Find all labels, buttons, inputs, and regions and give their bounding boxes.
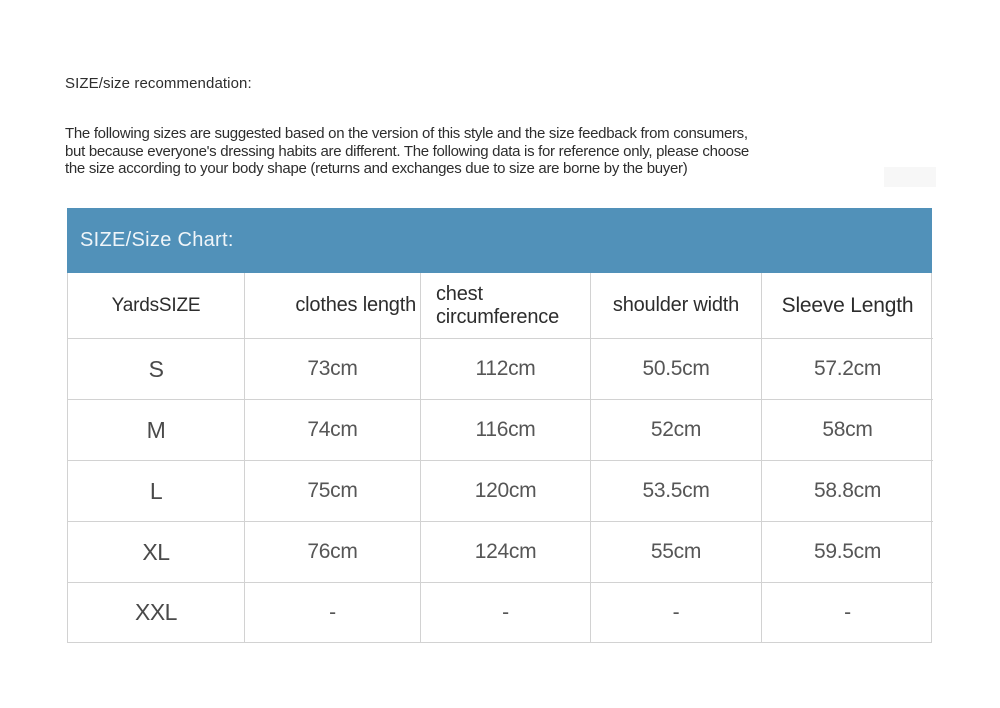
table-cell: - bbox=[245, 583, 421, 642]
table-cell: - bbox=[421, 583, 591, 642]
table-cell: 59.5cm bbox=[762, 522, 933, 583]
column-header-chest-circumference: chest circumference bbox=[421, 273, 591, 339]
size-label: L bbox=[68, 461, 245, 522]
size-label: M bbox=[68, 400, 245, 461]
size-chart-banner bbox=[67, 208, 932, 273]
paragraph-line: the size according to your body shape (returns and exchanges due to size are borne by the buyer) bbox=[65, 160, 688, 177]
size-recommendation-paragraph bbox=[65, 125, 749, 178]
table-cell: 50.5cm bbox=[591, 339, 762, 400]
page-title: SIZE/size recommendation: bbox=[65, 75, 252, 92]
table-cell: - bbox=[844, 600, 851, 624]
table-cell: 52cm bbox=[591, 400, 762, 461]
paragraph-line: but because everyone's dressing habits are different. The following data is for reference only, please choose bbox=[65, 142, 749, 160]
table-cell: 124cm bbox=[421, 522, 591, 583]
table-cell: 73cm bbox=[245, 339, 421, 400]
table-cell: 58.8cm bbox=[762, 461, 933, 522]
column-header-clothes-length: clothes length bbox=[245, 273, 421, 339]
column-header-sleeve-length: Sleeve Length bbox=[762, 273, 933, 339]
column-header-shoulder-width: shoulder width bbox=[591, 273, 762, 339]
table-cell: 55cm bbox=[591, 522, 762, 583]
table-cell: - bbox=[591, 583, 762, 642]
table-cell: 58cm bbox=[762, 400, 933, 461]
size-label: S bbox=[68, 339, 245, 400]
table-cell: 57.2cm bbox=[762, 339, 933, 400]
size-chart-table bbox=[67, 273, 932, 643]
size-label: XXL bbox=[68, 583, 245, 642]
table-cell: 53.5cm bbox=[591, 461, 762, 522]
table-cell: 120cm bbox=[421, 461, 591, 522]
table-cell: 116cm bbox=[421, 400, 591, 461]
size-chart bbox=[67, 208, 932, 643]
table-cell: 74cm bbox=[245, 400, 421, 461]
column-header-yards-size: YardsSIZE bbox=[68, 273, 245, 339]
background-smudge bbox=[884, 167, 936, 187]
size-chart-banner-title: SIZE/Size Chart: bbox=[80, 229, 234, 251]
table-cell: 76cm bbox=[245, 522, 421, 583]
table-cell: 75cm bbox=[245, 461, 421, 522]
size-label: XL bbox=[68, 522, 245, 583]
table-cell: 112cm bbox=[421, 339, 591, 400]
paragraph-line: The following sizes are suggested based on the version of this style and the size feedback from consumers, bbox=[65, 125, 748, 142]
